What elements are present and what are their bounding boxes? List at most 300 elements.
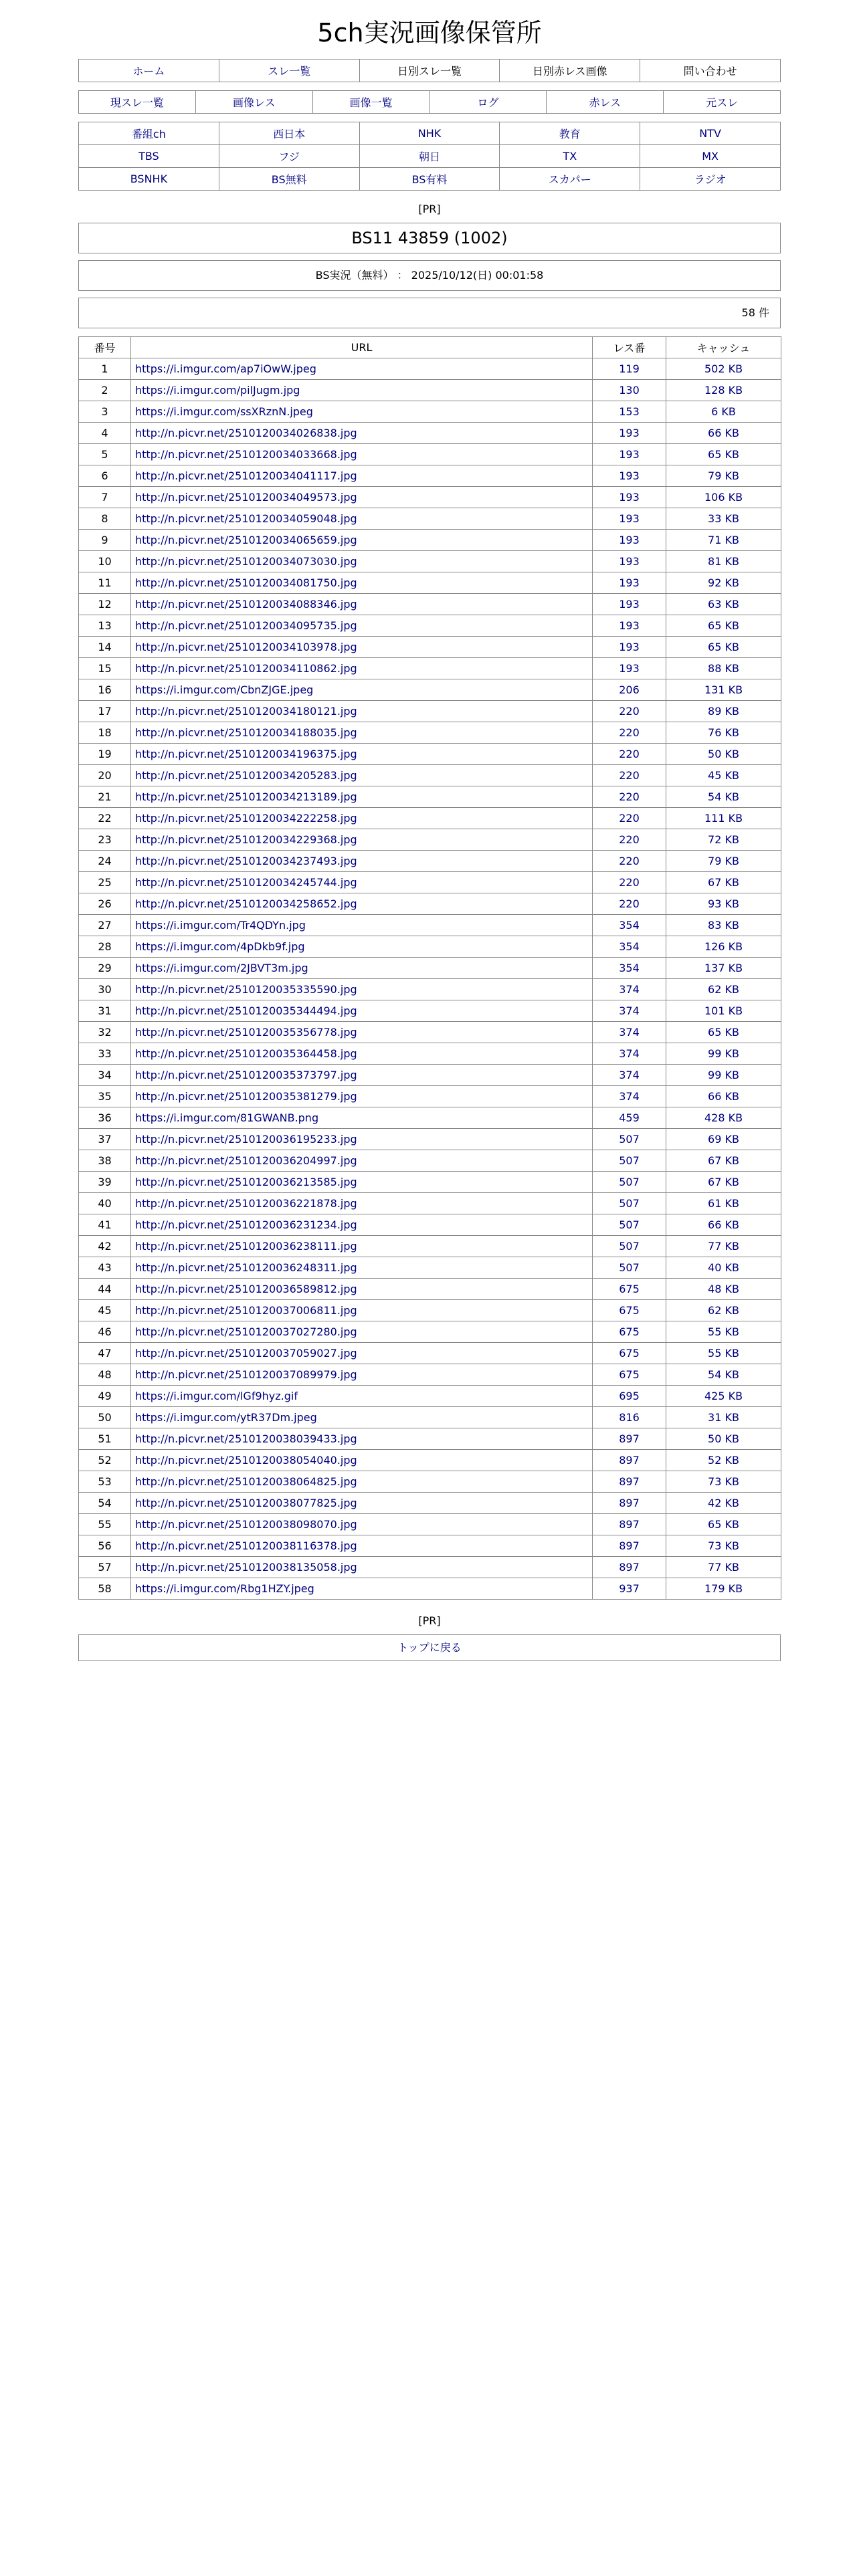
cache-size-link[interactable]: 79 KB <box>666 465 781 487</box>
cache-size-link[interactable]: 66 KB <box>666 423 781 444</box>
row-number: 16 <box>79 679 131 701</box>
res-number-link[interactable]: 675 <box>593 1343 666 1364</box>
image-url-link[interactable]: https://i.imgur.com/4pDkb9f.jpg <box>131 936 593 958</box>
res-number-link[interactable]: 220 <box>593 701 666 722</box>
res-number-link[interactable]: 507 <box>593 1214 666 1236</box>
table-row <box>79 915 781 936</box>
res-number-link[interactable]: 193 <box>593 594 666 615</box>
cache-size-link[interactable]: 179 KB <box>666 1578 781 1600</box>
image-url-link[interactable]: http://n.picvr.net/2510120034196375.jpg <box>131 744 593 765</box>
header-num: 番号 <box>79 337 131 358</box>
row-number: 46 <box>79 1321 131 1343</box>
table-row <box>79 358 781 380</box>
table-row <box>79 1364 781 1386</box>
channel-link[interactable]: BS無料 <box>219 168 359 191</box>
table-row <box>79 658 781 679</box>
row-number: 53 <box>79 1471 131 1493</box>
cache-size-link[interactable]: 65 KB <box>666 444 781 465</box>
res-number-link[interactable]: 220 <box>593 808 666 829</box>
cache-size-link[interactable]: 99 KB <box>666 1043 781 1065</box>
image-url-link[interactable]: http://n.picvr.net/2510120034073030.jpg <box>131 551 593 572</box>
channel-link[interactable]: フジ <box>219 145 359 168</box>
cache-size-link[interactable]: 88 KB <box>666 658 781 679</box>
image-table <box>78 336 781 1600</box>
image-url-link[interactable]: http://n.picvr.net/2510120034026838.jpg <box>131 423 593 444</box>
res-number-link[interactable]: 897 <box>593 1557 666 1578</box>
res-number-link[interactable]: 354 <box>593 915 666 936</box>
channel-row <box>79 168 781 191</box>
cache-size-link[interactable]: 425 KB <box>666 1386 781 1407</box>
nav2-item[interactable]: 現スレ一覧 <box>79 91 196 114</box>
res-number-link[interactable]: 507 <box>593 1150 666 1172</box>
cache-size-link[interactable]: 62 KB <box>666 979 781 1000</box>
res-number-link[interactable]: 220 <box>593 893 666 915</box>
image-url-link[interactable]: https://i.imgur.com/81GWANB.png <box>131 1107 593 1129</box>
table-row <box>79 1386 781 1407</box>
cache-size-link[interactable]: 55 KB <box>666 1343 781 1364</box>
thread-nav <box>78 90 781 114</box>
image-url-link[interactable]: http://n.picvr.net/2510120038116378.jpg <box>131 1535 593 1557</box>
image-url-link[interactable]: http://n.picvr.net/2510120034237493.jpg <box>131 851 593 872</box>
table-row <box>79 1428 781 1450</box>
row-number: 24 <box>79 851 131 872</box>
table-row <box>79 679 781 701</box>
row-number: 57 <box>79 1557 131 1578</box>
res-number-link[interactable]: 374 <box>593 1043 666 1065</box>
cache-size-link[interactable]: 33 KB <box>666 508 781 530</box>
image-url-link[interactable]: http://n.picvr.net/2510120034245744.jpg <box>131 872 593 893</box>
nav2-item[interactable]: 元スレ <box>664 91 781 114</box>
cache-size-link[interactable]: 131 KB <box>666 679 781 701</box>
row-number: 35 <box>79 1086 131 1107</box>
row-number: 5 <box>79 444 131 465</box>
row-number: 52 <box>79 1450 131 1471</box>
cache-size-link[interactable]: 66 KB <box>666 1086 781 1107</box>
cache-size-link[interactable]: 67 KB <box>666 1172 781 1193</box>
cache-size-link[interactable]: 54 KB <box>666 786 781 808</box>
row-number: 44 <box>79 1279 131 1300</box>
table-row <box>79 1043 781 1065</box>
cache-size-link[interactable]: 67 KB <box>666 1150 781 1172</box>
res-number-link[interactable]: 119 <box>593 358 666 380</box>
image-url-link[interactable]: https://i.imgur.com/pilJugm.jpg <box>131 380 593 401</box>
image-url-link[interactable]: http://n.picvr.net/2510120034213189.jpg <box>131 786 593 808</box>
image-url-link[interactable]: http://n.picvr.net/2510120034065659.jpg <box>131 530 593 551</box>
row-number: 10 <box>79 551 131 572</box>
row-number: 51 <box>79 1428 131 1450</box>
image-url-link[interactable]: http://n.picvr.net/2510120034110862.jpg <box>131 658 593 679</box>
channel-nav <box>78 122 781 191</box>
image-url-link[interactable]: http://n.picvr.net/2510120034258652.jpg <box>131 893 593 915</box>
table-row <box>79 1514 781 1535</box>
cache-size-link[interactable]: 137 KB <box>666 958 781 979</box>
row-number: 47 <box>79 1343 131 1364</box>
table-row <box>79 401 781 423</box>
row-number: 15 <box>79 658 131 679</box>
site-title[interactable]: 5ch実況画像保管所 <box>317 18 542 47</box>
image-url-link[interactable]: http://n.picvr.net/2510120038064825.jpg <box>131 1471 593 1493</box>
res-number-link[interactable]: 220 <box>593 744 666 765</box>
cache-size-link[interactable]: 73 KB <box>666 1535 781 1557</box>
cache-size-link[interactable]: 72 KB <box>666 829 781 851</box>
nav1-item[interactable]: 日別赤レス画像 <box>500 60 640 82</box>
res-number-link[interactable]: 374 <box>593 1086 666 1107</box>
table-row <box>79 722 781 744</box>
image-url-link[interactable]: http://n.picvr.net/2510120034095735.jpg <box>131 615 593 637</box>
image-url-link[interactable]: https://i.imgur.com/CbnZJGE.jpeg <box>131 679 593 701</box>
image-url-link[interactable]: http://n.picvr.net/2510120034180121.jpg <box>131 701 593 722</box>
row-number: 18 <box>79 722 131 744</box>
res-number-link[interactable]: 193 <box>593 658 666 679</box>
image-url-link[interactable]: https://i.imgur.com/Tr4QDYn.jpg <box>131 915 593 936</box>
res-number-link[interactable]: 193 <box>593 551 666 572</box>
res-number-link[interactable]: 130 <box>593 380 666 401</box>
res-number-link[interactable]: 937 <box>593 1578 666 1600</box>
row-number: 1 <box>79 358 131 380</box>
res-number-link[interactable]: 354 <box>593 958 666 979</box>
image-url-link[interactable]: http://n.picvr.net/2510120034081750.jpg <box>131 572 593 594</box>
row-number: 36 <box>79 1107 131 1129</box>
table-row <box>79 572 781 594</box>
cache-size-link[interactable]: 42 KB <box>666 1493 781 1514</box>
table-row <box>79 1172 781 1193</box>
table-row <box>79 1321 781 1343</box>
table-row <box>79 423 781 444</box>
channel-link[interactable]: TBS <box>79 145 219 168</box>
table-row <box>79 1471 781 1493</box>
res-number-link[interactable]: 193 <box>593 444 666 465</box>
nav2-item[interactable]: ログ <box>430 91 547 114</box>
res-number-link[interactable]: 897 <box>593 1535 666 1557</box>
cache-size-link[interactable]: 69 KB <box>666 1129 781 1150</box>
image-url-link[interactable]: http://n.picvr.net/2510120034033668.jpg <box>131 444 593 465</box>
image-url-link[interactable]: https://i.imgur.com/lGf9hyz.gif <box>131 1386 593 1407</box>
cache-size-link[interactable]: 128 KB <box>666 380 781 401</box>
image-url-link[interactable]: http://n.picvr.net/2510120034205283.jpg <box>131 765 593 786</box>
image-url-link[interactable]: http://n.picvr.net/2510120036231234.jpg <box>131 1214 593 1236</box>
image-url-link[interactable]: http://n.picvr.net/2510120034049573.jpg <box>131 487 593 508</box>
cache-size-link[interactable]: 76 KB <box>666 722 781 744</box>
res-number-link[interactable]: 220 <box>593 765 666 786</box>
row-number: 58 <box>79 1578 131 1600</box>
cache-size-link[interactable]: 65 KB <box>666 615 781 637</box>
image-url-link[interactable]: http://n.picvr.net/2510120034103978.jpg <box>131 637 593 658</box>
image-url-link[interactable]: http://n.picvr.net/2510120037027280.jpg <box>131 1321 593 1343</box>
channel-link[interactable]: 教育 <box>500 122 640 145</box>
res-number-link[interactable]: 220 <box>593 786 666 808</box>
cache-size-link[interactable]: 77 KB <box>666 1557 781 1578</box>
channel-link[interactable]: 朝日 <box>359 145 500 168</box>
nav1-item[interactable]: スレ一覧 <box>219 60 359 82</box>
image-url-link[interactable]: http://n.picvr.net/2510120035373797.jpg <box>131 1065 593 1086</box>
channel-link[interactable]: NTV <box>640 122 781 145</box>
cache-size-link[interactable]: 62 KB <box>666 1300 781 1321</box>
cache-size-link[interactable]: 71 KB <box>666 530 781 551</box>
table-row <box>79 872 781 893</box>
table-row <box>79 637 781 658</box>
res-number-link[interactable]: 675 <box>593 1300 666 1321</box>
res-number-link[interactable]: 354 <box>593 936 666 958</box>
table-row <box>79 465 781 487</box>
image-url-link[interactable]: http://n.picvr.net/2510120038098070.jpg <box>131 1514 593 1535</box>
image-url-link[interactable]: https://i.imgur.com/2JBVT3m.jpg <box>131 958 593 979</box>
image-url-link[interactable]: http://n.picvr.net/2510120035381279.jpg <box>131 1086 593 1107</box>
row-number: 4 <box>79 423 131 444</box>
res-number-link[interactable]: 897 <box>593 1471 666 1493</box>
image-url-link[interactable]: http://n.picvr.net/2510120034041117.jpg <box>131 465 593 487</box>
res-number-link[interactable]: 897 <box>593 1514 666 1535</box>
image-url-link[interactable]: http://n.picvr.net/2510120034088346.jpg <box>131 594 593 615</box>
table-row <box>79 1129 781 1150</box>
cache-size-link[interactable]: 31 KB <box>666 1407 781 1428</box>
image-url-link[interactable]: http://n.picvr.net/2510120034059048.jpg <box>131 508 593 530</box>
cache-size-link[interactable]: 55 KB <box>666 1321 781 1343</box>
table-row <box>79 1343 781 1364</box>
row-number: 31 <box>79 1000 131 1022</box>
row-number: 12 <box>79 594 131 615</box>
res-number-link[interactable]: 193 <box>593 508 666 530</box>
image-url-link[interactable]: http://n.picvr.net/2510120036221878.jpg <box>131 1193 593 1214</box>
res-number-link[interactable]: 193 <box>593 615 666 637</box>
channel-link[interactable]: MX <box>640 145 781 168</box>
image-url-link[interactable]: http://n.picvr.net/2510120036248311.jpg <box>131 1257 593 1279</box>
res-number-link[interactable]: 459 <box>593 1107 666 1129</box>
image-url-link[interactable]: http://n.picvr.net/2510120038135058.jpg <box>131 1557 593 1578</box>
table-row <box>79 936 781 958</box>
image-url-link[interactable]: http://n.picvr.net/2510120035344494.jpg <box>131 1000 593 1022</box>
row-number: 21 <box>79 786 131 808</box>
res-number-link[interactable]: 193 <box>593 487 666 508</box>
main-nav <box>78 59 781 82</box>
cache-size-link[interactable]: 61 KB <box>666 1193 781 1214</box>
res-number-link[interactable]: 374 <box>593 1000 666 1022</box>
row-number: 6 <box>79 465 131 487</box>
row-number: 29 <box>79 958 131 979</box>
table-row <box>79 1086 781 1107</box>
table-row <box>79 551 781 572</box>
image-url-link[interactable]: http://n.picvr.net/2510120037089979.jpg <box>131 1364 593 1386</box>
res-number-link[interactable]: 220 <box>593 851 666 872</box>
image-url-link[interactable]: http://n.picvr.net/2510120038077825.jpg <box>131 1493 593 1514</box>
res-number-link[interactable]: 897 <box>593 1493 666 1514</box>
table-row <box>79 893 781 915</box>
row-number: 30 <box>79 979 131 1000</box>
channel-link[interactable]: NHK <box>359 122 500 145</box>
row-number: 28 <box>79 936 131 958</box>
channel-link[interactable]: スカパー <box>500 168 640 191</box>
res-number-link[interactable]: 675 <box>593 1364 666 1386</box>
pr-label-top[interactable]: [PR] <box>418 203 441 215</box>
image-url-link[interactable]: http://n.picvr.net/2510120036195233.jpg <box>131 1129 593 1150</box>
res-number-link[interactable]: 507 <box>593 1193 666 1214</box>
cache-size-link[interactable]: 89 KB <box>666 701 781 722</box>
image-url-link[interactable]: http://n.picvr.net/2510120037006811.jpg <box>131 1300 593 1321</box>
table-row <box>79 958 781 979</box>
cache-size-link[interactable]: 83 KB <box>666 915 781 936</box>
row-number: 20 <box>79 765 131 786</box>
table-row <box>79 487 781 508</box>
image-url-link[interactable]: http://n.picvr.net/2510120038054040.jpg <box>131 1450 593 1471</box>
res-number-link[interactable]: 374 <box>593 1065 666 1086</box>
cache-size-link[interactable]: 50 KB <box>666 744 781 765</box>
res-number-link[interactable]: 507 <box>593 1129 666 1150</box>
cache-size-link[interactable]: 73 KB <box>666 1471 781 1493</box>
row-number: 19 <box>79 744 131 765</box>
nav1-item[interactable]: 日別スレ一覧 <box>359 60 500 82</box>
row-number: 38 <box>79 1150 131 1172</box>
res-number-link[interactable]: 193 <box>593 465 666 487</box>
cache-size-link[interactable]: 66 KB <box>666 1214 781 1236</box>
table-row <box>79 786 781 808</box>
nav1-item[interactable]: 問い合わせ <box>640 60 781 82</box>
image-url-link[interactable]: http://n.picvr.net/2510120036213585.jpg <box>131 1172 593 1193</box>
nav2-item[interactable]: 画像レス <box>195 91 312 114</box>
table-row <box>79 508 781 530</box>
res-number-link[interactable]: 675 <box>593 1321 666 1343</box>
res-number-link[interactable]: 374 <box>593 1022 666 1043</box>
row-number: 11 <box>79 572 131 594</box>
cache-size-link[interactable]: 126 KB <box>666 936 781 958</box>
res-number-link[interactable]: 675 <box>593 1279 666 1300</box>
image-url-link[interactable]: http://n.picvr.net/2510120036238111.jpg <box>131 1236 593 1257</box>
table-row <box>79 765 781 786</box>
table-row <box>79 1257 781 1279</box>
res-number-link[interactable]: 193 <box>593 423 666 444</box>
res-number-link[interactable]: 206 <box>593 679 666 701</box>
pr-label-bottom[interactable]: [PR] <box>418 1614 441 1627</box>
res-number-link[interactable]: 507 <box>593 1236 666 1257</box>
table-row <box>79 1022 781 1043</box>
row-number: 13 <box>79 615 131 637</box>
res-number-link[interactable]: 220 <box>593 722 666 744</box>
image-url-link[interactable]: http://n.picvr.net/2510120035364458.jpg <box>131 1043 593 1065</box>
cache-size-link[interactable]: 93 KB <box>666 893 781 915</box>
res-number-link[interactable]: 220 <box>593 829 666 851</box>
row-number: 49 <box>79 1386 131 1407</box>
cache-size-link[interactable]: 81 KB <box>666 551 781 572</box>
image-url-link[interactable]: https://i.imgur.com/ytR37Dm.jpeg <box>131 1407 593 1428</box>
cache-size-link[interactable]: 65 KB <box>666 637 781 658</box>
cache-size-link[interactable]: 65 KB <box>666 1022 781 1043</box>
res-number-link[interactable]: 220 <box>593 872 666 893</box>
cache-size-link[interactable]: 502 KB <box>666 358 781 380</box>
cache-size-link[interactable]: 92 KB <box>666 572 781 594</box>
nav2-item[interactable]: 画像一覧 <box>312 91 430 114</box>
channel-link[interactable]: ラジオ <box>640 168 781 191</box>
table-row <box>79 829 781 851</box>
res-number-link[interactable]: 897 <box>593 1450 666 1471</box>
image-url-link[interactable]: http://n.picvr.net/2510120035335590.jpg <box>131 979 593 1000</box>
cache-size-link[interactable]: 67 KB <box>666 872 781 893</box>
channel-row <box>79 122 781 145</box>
row-number: 41 <box>79 1214 131 1236</box>
image-url-link[interactable]: http://n.picvr.net/2510120036589812.jpg <box>131 1279 593 1300</box>
channel-link[interactable]: 番組ch <box>79 122 219 145</box>
row-number: 9 <box>79 530 131 551</box>
res-number-link[interactable]: 374 <box>593 979 666 1000</box>
row-number: 27 <box>79 915 131 936</box>
cache-size-link[interactable]: 65 KB <box>666 1514 781 1535</box>
back-to-top-link[interactable]: トップに戻る <box>78 1634 781 1661</box>
row-number: 50 <box>79 1407 131 1428</box>
channel-link[interactable]: BSNHK <box>79 168 219 191</box>
row-number: 8 <box>79 508 131 530</box>
cache-size-link[interactable]: 99 KB <box>666 1065 781 1086</box>
table-header-row <box>79 337 781 358</box>
res-number-link[interactable]: 816 <box>593 1407 666 1428</box>
image-url-link[interactable]: https://i.imgur.com/ap7iOwW.jpeg <box>131 358 593 380</box>
res-number-link[interactable]: 193 <box>593 530 666 551</box>
image-url-link[interactable]: http://n.picvr.net/2510120034222258.jpg <box>131 808 593 829</box>
image-url-link[interactable]: http://n.picvr.net/2510120037059027.jpg <box>131 1343 593 1364</box>
channel-link[interactable]: TX <box>500 145 640 168</box>
row-number: 43 <box>79 1257 131 1279</box>
channel-link[interactable]: 西日本 <box>219 122 359 145</box>
cache-size-link[interactable]: 50 KB <box>666 1428 781 1450</box>
cache-size-link[interactable]: 79 KB <box>666 851 781 872</box>
channel-link[interactable]: BS有料 <box>359 168 500 191</box>
image-url-link[interactable]: http://n.picvr.net/2510120035356778.jpg <box>131 1022 593 1043</box>
res-number-link[interactable]: 153 <box>593 401 666 423</box>
res-number-link[interactable]: 193 <box>593 637 666 658</box>
image-url-link[interactable]: http://n.picvr.net/2510120034229368.jpg <box>131 829 593 851</box>
table-row <box>79 1493 781 1514</box>
row-number: 7 <box>79 487 131 508</box>
image-url-link[interactable]: https://i.imgur.com/ssXRznN.jpeg <box>131 401 593 423</box>
table-row <box>79 701 781 722</box>
row-number: 54 <box>79 1493 131 1514</box>
table-row <box>79 1578 781 1600</box>
table-row <box>79 530 781 551</box>
thread-info: BS実況（無料） ： 2025/10/12(日) 00:01:58 <box>78 260 781 291</box>
row-number: 40 <box>79 1193 131 1214</box>
image-url-link[interactable]: https://i.imgur.com/Rbg1HZY.jpeg <box>131 1578 593 1600</box>
cache-size-link[interactable]: 45 KB <box>666 765 781 786</box>
row-number: 55 <box>79 1514 131 1535</box>
res-number-link[interactable]: 507 <box>593 1172 666 1193</box>
res-number-link[interactable]: 507 <box>593 1257 666 1279</box>
cache-size-link[interactable]: 54 KB <box>666 1364 781 1386</box>
cache-size-link[interactable]: 106 KB <box>666 487 781 508</box>
row-number: 34 <box>79 1065 131 1086</box>
nav2-item[interactable]: 赤レス <box>547 91 664 114</box>
channel-row <box>79 145 781 168</box>
table-row <box>79 851 781 872</box>
cache-size-link[interactable]: 48 KB <box>666 1279 781 1300</box>
cache-size-link[interactable]: 63 KB <box>666 594 781 615</box>
res-number-link[interactable]: 193 <box>593 572 666 594</box>
table-row <box>79 444 781 465</box>
cache-size-link[interactable]: 101 KB <box>666 1000 781 1022</box>
cache-size-link[interactable]: 428 KB <box>666 1107 781 1129</box>
image-url-link[interactable]: http://n.picvr.net/2510120036204997.jpg <box>131 1150 593 1172</box>
row-number: 48 <box>79 1364 131 1386</box>
image-url-link[interactable]: http://n.picvr.net/2510120038039433.jpg <box>131 1428 593 1450</box>
image-url-link[interactable]: http://n.picvr.net/2510120034188035.jpg <box>131 722 593 744</box>
cache-size-link[interactable]: 77 KB <box>666 1236 781 1257</box>
cache-size-link[interactable]: 40 KB <box>666 1257 781 1279</box>
table-row <box>79 1300 781 1321</box>
cache-size-link[interactable]: 6 KB <box>666 401 781 423</box>
cache-size-link[interactable]: 52 KB <box>666 1450 781 1471</box>
cache-size-link[interactable]: 111 KB <box>666 808 781 829</box>
nav1-item[interactable]: ホーム <box>79 60 219 82</box>
row-number: 3 <box>79 401 131 423</box>
table-row <box>79 1150 781 1172</box>
res-number-link[interactable]: 695 <box>593 1386 666 1407</box>
row-number: 25 <box>79 872 131 893</box>
res-number-link[interactable]: 897 <box>593 1428 666 1450</box>
